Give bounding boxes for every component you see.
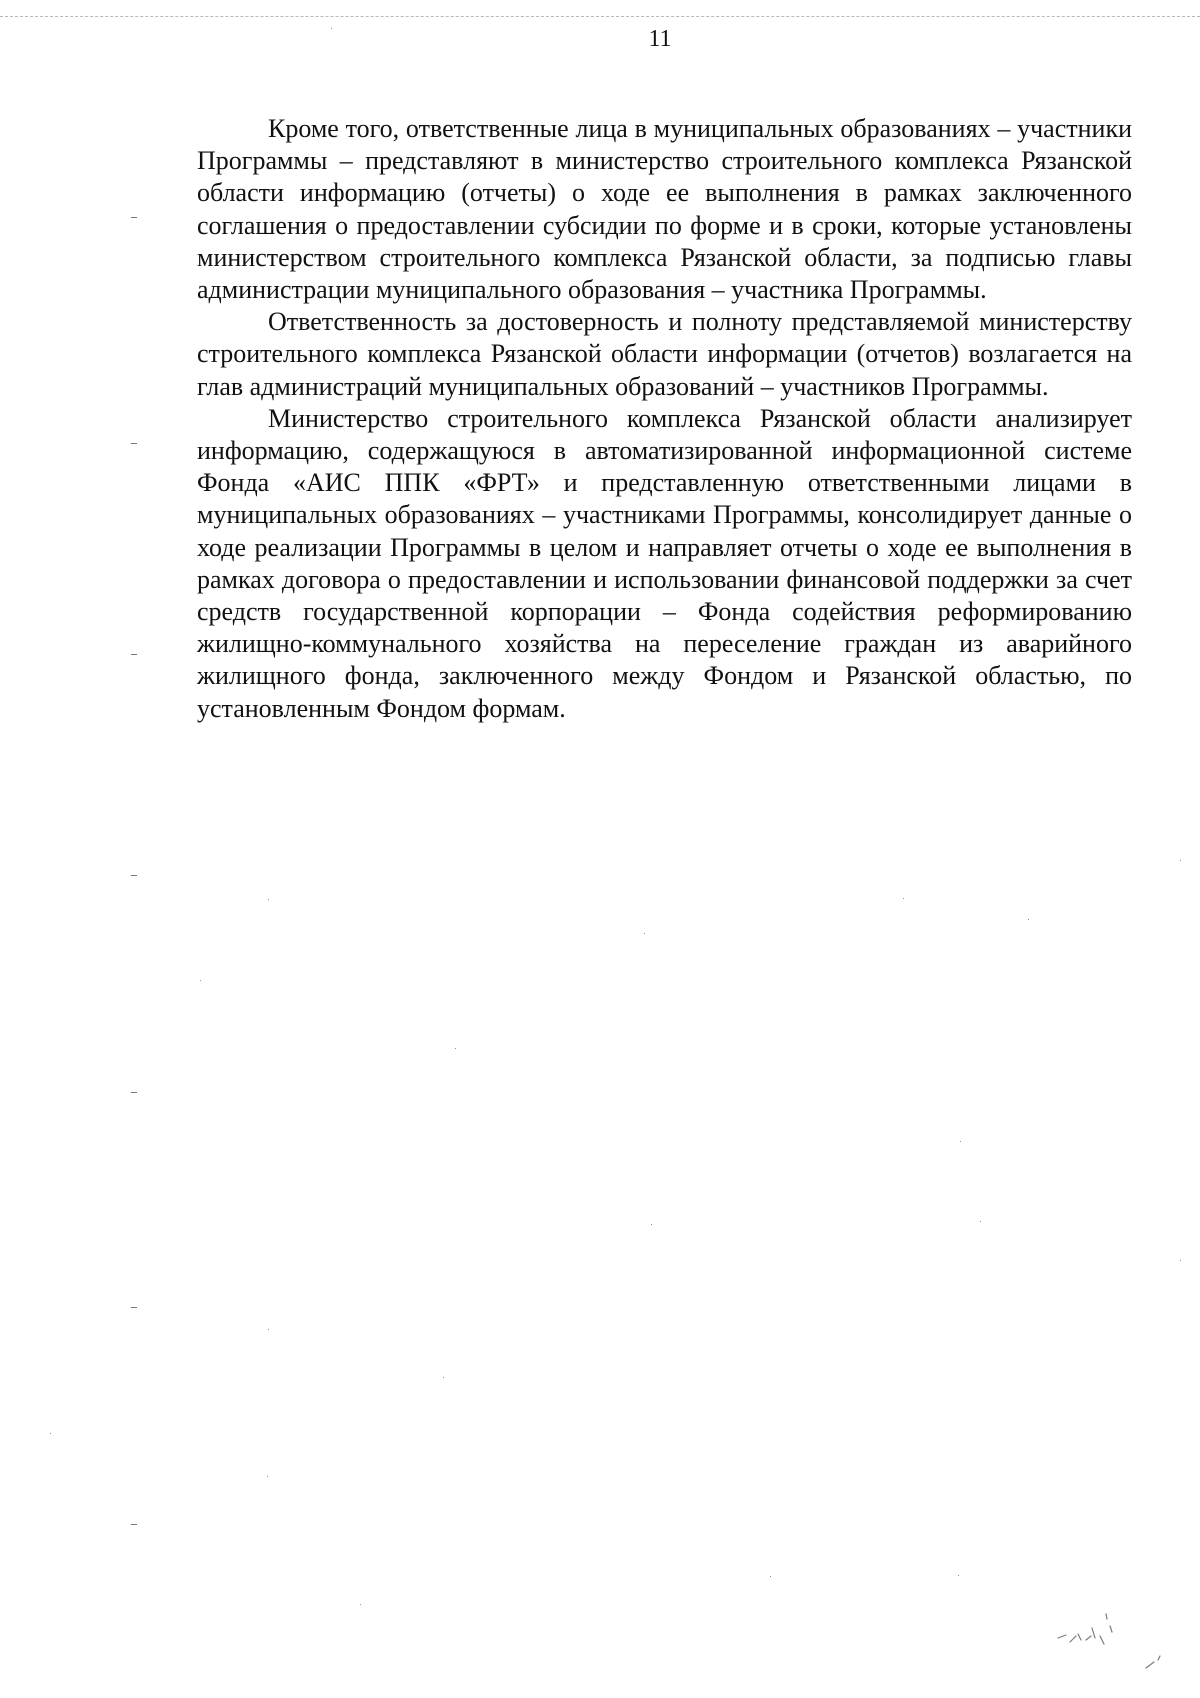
scan-speck [268,1329,269,1330]
scan-speck [131,217,137,218]
document-body [197,113,1132,725]
scan-speck [651,1224,652,1225]
scan-speck [360,1604,361,1605]
scan-speck [1180,1260,1181,1261]
scan-speck [131,443,137,444]
scan-speck [903,898,904,899]
scan-speck [50,1433,51,1434]
scan-speck [644,933,645,934]
scan-speck [131,1307,137,1308]
scan-speck [1180,860,1181,861]
scan-speck [980,1221,981,1222]
scan-speck [131,875,137,876]
scan-speck [331,28,332,29]
scan-speck [1028,919,1029,920]
scan-speck [770,1576,771,1577]
scan-speck [131,654,137,655]
scan-speck [960,1141,961,1142]
scan-speck [268,899,269,900]
paragraph-ministry-analysis: Министерство строительного комплекса Рязанской области анализирует информацию, содержащуюся в автоматизированной информационной системе Фонда «АИС ППК «ФРТ» и представленную ответственными лицами в муниципальных образованиях – участниками Программы, консолидирует данные о ходе реализации Программы в целом и направляет отчеты о ходе ее выполнения в рамках договора о предоставлении и использовании финансовой поддержки за счет средств государственной корпорации – Фонда содействия реформированию жилищно-коммунального хозяйства на переселение граждан из аварийного жилищного фонда, заключенного между Фондом и Рязанской областью, по установленным Фондом формам. [197,403,1132,723]
paragraph-responsibility: Ответственность за достоверность и полноту представляемой министерству строительного комплекса Рязанской области информации (отчетов) возлагается на глав администраций муниципальных образований – участников Программы. [197,307,1132,401]
scan-marks-corner [1050,1590,1170,1680]
paragraph-reporting: Кроме того, ответственные лица в муниципальных образованиях – участники Программы – представляют в министерство строительного комплекса Рязанской области информацию (отчеты) о ходе ее выполнения в рамках заключенного соглашения о предоставлении субсидии по форме и в сроки, которые установлены министерством строительного комплекса Рязанской области, за подписью главы администрации муниципального образования – участника Программы. [197,114,1132,305]
scan-edge-line [0,16,1200,17]
scan-speck [443,1377,444,1378]
scan-speck [267,1476,268,1477]
page-number: 11 [648,26,672,52]
scan-speck [455,1048,456,1049]
scan-speck [958,1575,959,1576]
scan-speck [131,1092,137,1093]
scan-speck [131,1524,137,1525]
scan-speck [200,980,201,981]
